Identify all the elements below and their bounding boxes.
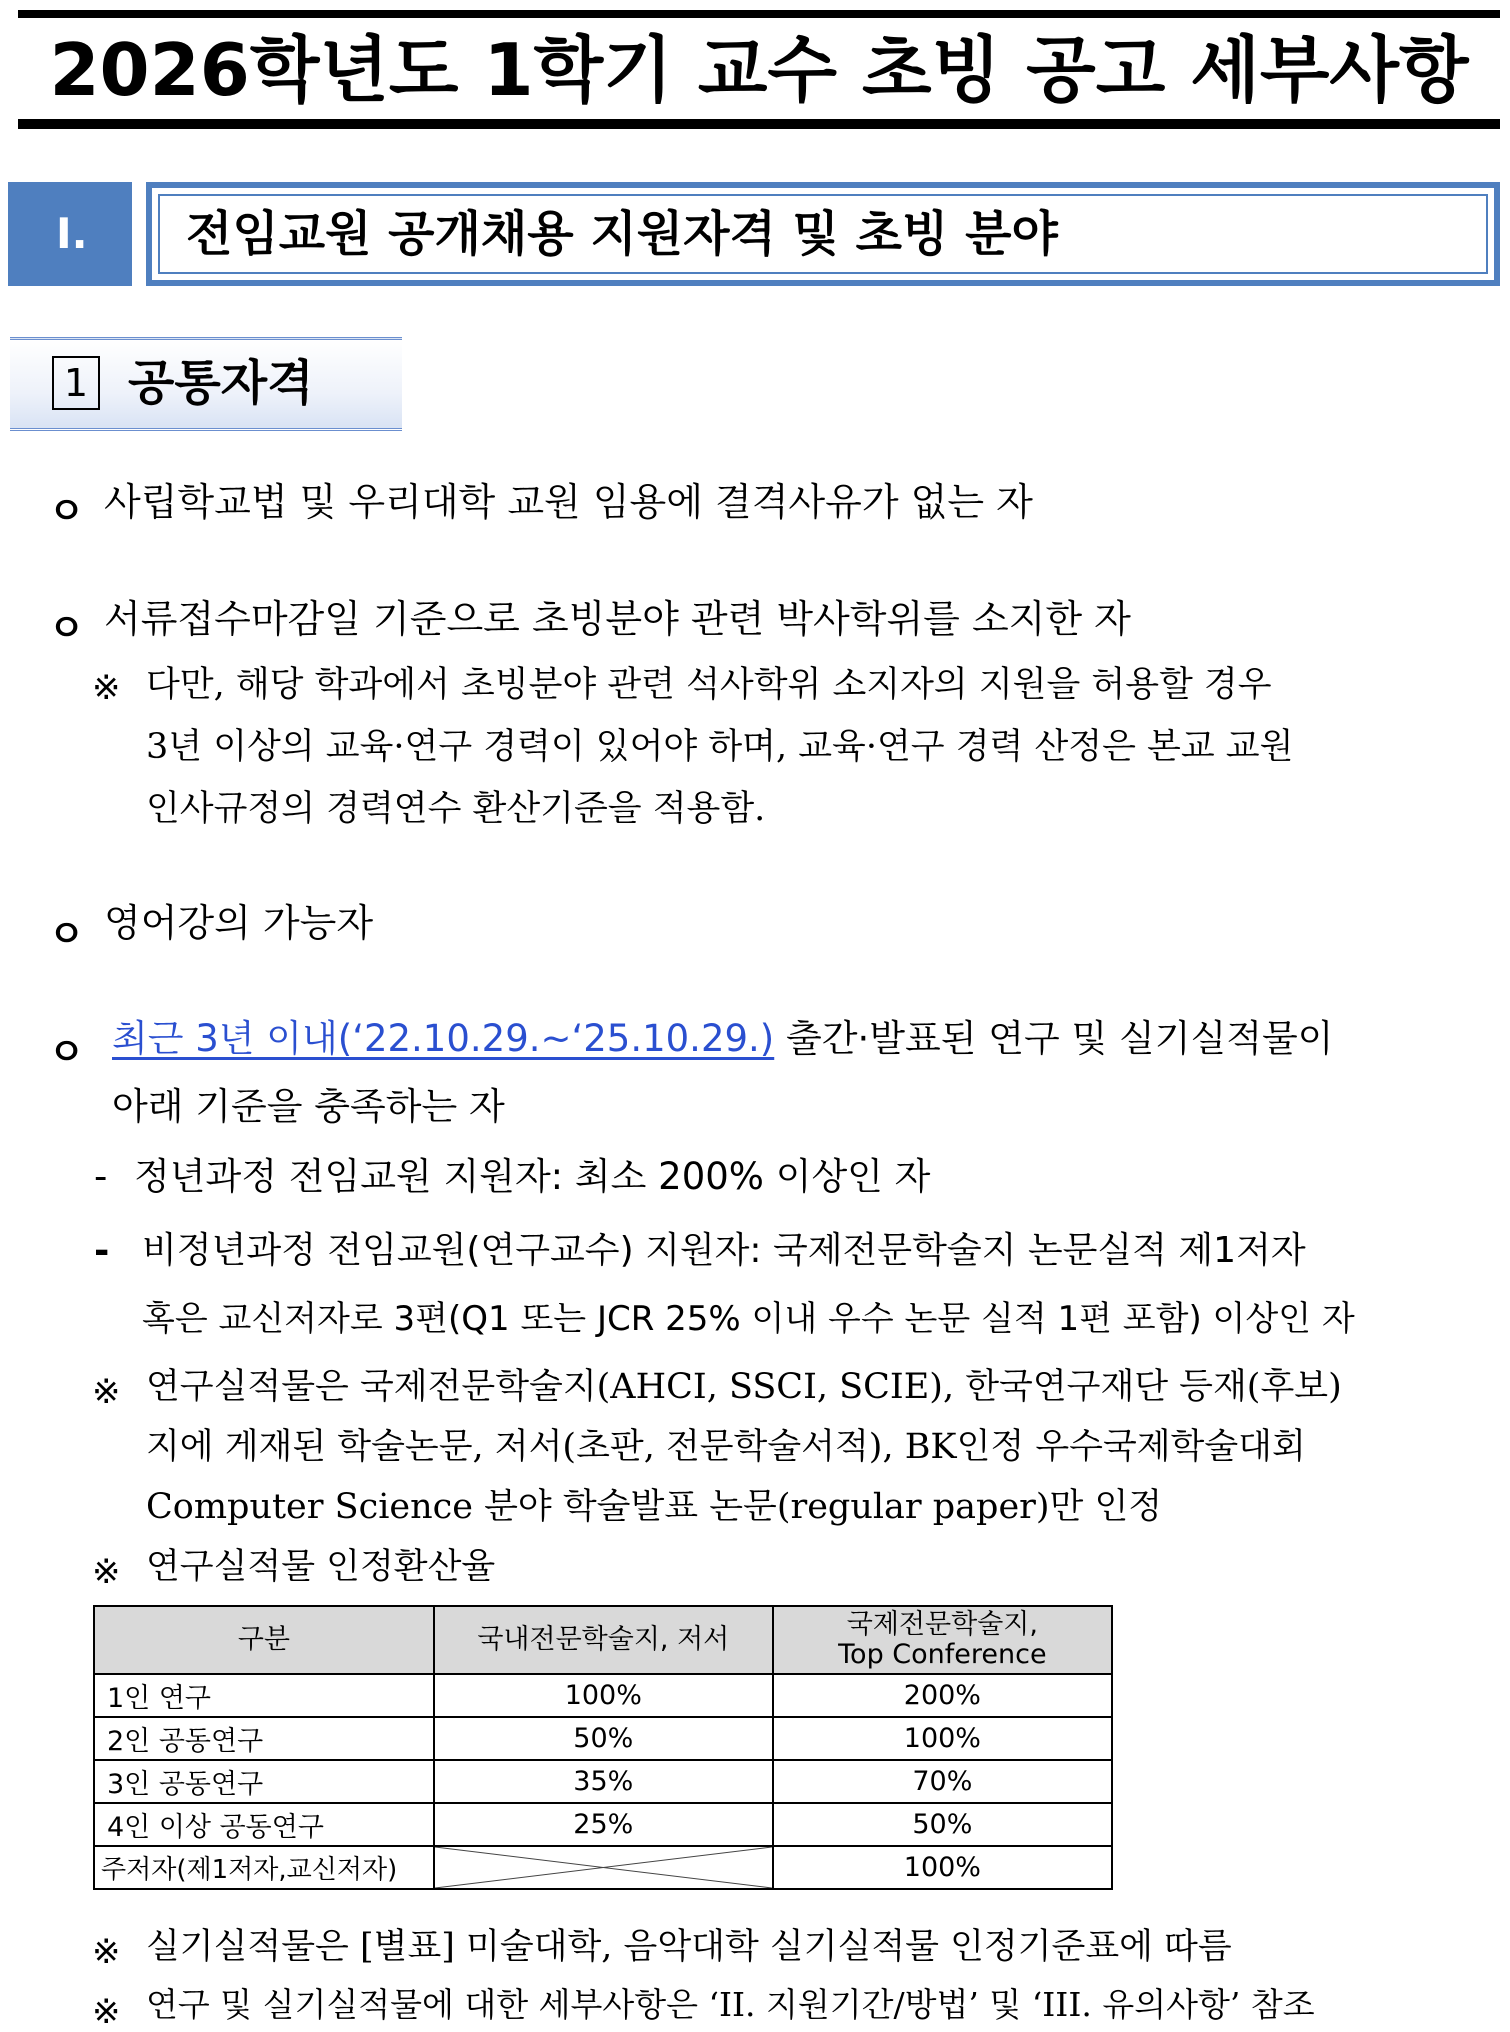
dash-mark: - bbox=[94, 1229, 110, 1272]
section-title: 전임교원 공개채용 지원자격 및 초빙 분야 bbox=[186, 206, 1058, 262]
cross-out-mark bbox=[435, 1847, 772, 1888]
criteria-non-tenure-2: 혹은 교신저자로 3편(Q1 또는 JCR 25% 이내 우수 논문 실적 1편 포함) 이상인 자 bbox=[142, 1299, 1355, 1339]
table-row: 1인 연구 100% 200% bbox=[94, 1674, 1112, 1717]
dash-mark: - bbox=[94, 1155, 108, 1198]
table-row: 3인 공동연구 35% 70% bbox=[94, 1760, 1112, 1803]
period-link[interactable]: 최근 3년 이내(‘22.10.29.~‘25.10.29.) bbox=[112, 1017, 775, 1060]
circle-bullet: ㅇ bbox=[48, 489, 85, 533]
item-recent-research bbox=[112, 1014, 1333, 1064]
note-masters-1: 다만, 해당 학과에서 초빙분야 관련 석사학위 소지자의 지원을 허용할 경우 bbox=[146, 665, 1272, 705]
note-reference: 연구 및 실기실적물에 대한 세부사항은 ‘II. 지원기간/방법’ 및 ‘III. 유의사항’ 참조 bbox=[146, 1985, 1315, 2024]
note-masters-2: 3년 이상의 교육·연구 경력이 있어야 하며, 교육·연구 경력 산정은 본교 교원 bbox=[146, 727, 1294, 767]
note-research-3: Computer Science 분야 학술발표 논문(regular paper)만 인정 bbox=[146, 1487, 1163, 1527]
page-title: 2026학년도 1학기 교수 초빙 공고 세부사항 bbox=[49, 28, 1469, 112]
note-mark: ※ bbox=[92, 1992, 121, 2032]
criteria-tenure-track: 정년과정 전임교원 지원자: 최소 200% 이상인 자 bbox=[134, 1155, 931, 1198]
conversion-rate-table bbox=[93, 1605, 1113, 1890]
section-number: I. bbox=[8, 182, 132, 286]
criteria-non-tenure-1: 비정년과정 전임교원(연구교수) 지원자: 국제전문학술지 논문실적 제1저자 bbox=[142, 1230, 1306, 1271]
note-mark: ※ bbox=[92, 1372, 121, 1412]
item-eligibility-law: 사립학교법 및 우리대학 교원 임용에 결격사유가 없는 자 bbox=[104, 480, 1033, 524]
circle-bullet: ㅇ bbox=[48, 606, 85, 650]
item-doctorate: 서류접수마감일 기준으로 초빙분야 관련 박사학위를 소지한 자 bbox=[104, 597, 1131, 641]
note-mark: ※ bbox=[92, 1552, 121, 1592]
note-conversion-rate: 연구실적물 인정환산율 bbox=[146, 1547, 496, 1587]
subsection-number: 1 bbox=[52, 356, 100, 410]
table-header-international: 국제전문학술지, Top Conference bbox=[773, 1606, 1112, 1674]
note-art-performance: 실기실적물은 [별표] 미술대학, 음악대학 실기실적물 인정기준표에 따름 bbox=[146, 1927, 1232, 1967]
note-research-2: 지에 게재된 학술논문, 저서(초판, 전문학술서적), BK인정 우수국제학술대회 bbox=[146, 1427, 1306, 1467]
table-header-domestic: 국내전문학술지, 저서 bbox=[434, 1606, 773, 1674]
table-cell-crossed bbox=[434, 1846, 773, 1889]
item-recent-research-text: 출간·발표된 연구 및 실기실적물이 bbox=[774, 1017, 1334, 1060]
table-row: 2인 공동연구 50% 100% bbox=[94, 1717, 1112, 1760]
table-row: 주저자(제1저자,교신저자) 100% bbox=[94, 1846, 1112, 1889]
note-research-1: 연구실적물은 국제전문학술지(AHCI, SSCI, SCIE), 한국연구재단 등재(후보) bbox=[146, 1367, 1342, 1407]
note-mark: ※ bbox=[92, 668, 121, 708]
subsection-title: 공통자격 bbox=[128, 355, 314, 411]
note-masters-3: 인사규정의 경력연수 환산기준을 적용함. bbox=[146, 789, 766, 829]
item-english-lecture: 영어강의 가능자 bbox=[104, 901, 374, 945]
note-mark: ※ bbox=[92, 1932, 121, 1972]
item-recent-research-line2: 아래 기준을 충족하는 자 bbox=[112, 1085, 505, 1128]
circle-bullet: ㅇ bbox=[48, 912, 85, 956]
table-row: 4인 이상 공동연구 25% 50% bbox=[94, 1803, 1112, 1846]
title-rule-bottom bbox=[18, 119, 1500, 129]
title-rule-top bbox=[18, 10, 1500, 18]
table-header-category: 구분 bbox=[94, 1606, 434, 1674]
circle-bullet: ㅇ bbox=[48, 1030, 85, 1074]
